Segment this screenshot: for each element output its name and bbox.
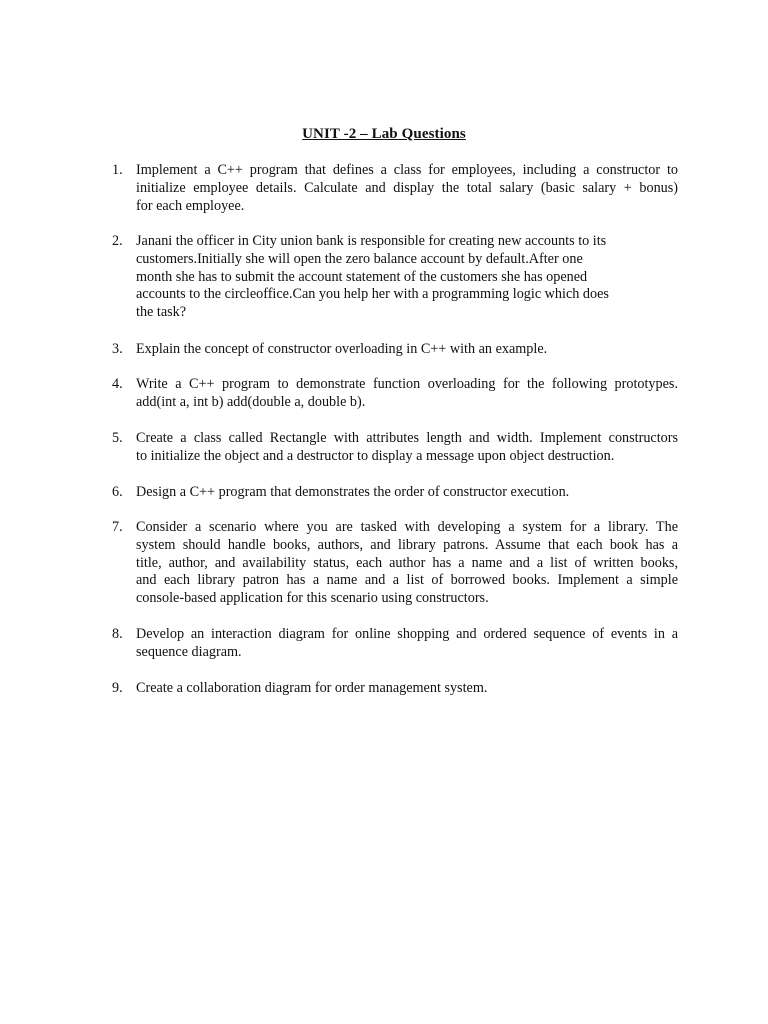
question-text — [136, 680, 678, 698]
question-item-5 — [112, 430, 678, 466]
question-number: 7. — [112, 519, 123, 535]
question-line: the task? — [136, 304, 187, 321]
question-text — [136, 484, 678, 502]
question-line: Develop an interaction diagram for online shopping and ordered sequence of events in a — [136, 626, 678, 642]
question-line: Design a C++ program that demonstrates the order of constructor execution. — [136, 484, 570, 500]
question-item-2 — [112, 233, 678, 322]
question-line: console-based application for this scenario using constructors. — [136, 590, 489, 607]
question-line: sequence diagram. — [136, 643, 242, 660]
question-line: Implement a C++ program that defines a class for employees, including a constructor to — [136, 162, 678, 178]
question-line: title, author, and availability status, each author has a name and a list of written books, — [136, 554, 678, 571]
question-line: Consider a scenario where you are tasked with developing a system for a library. The — [136, 519, 678, 535]
question-number: 1. — [112, 162, 123, 178]
question-line: Janani the officer in City union bank is responsible for creating new accounts to its — [136, 233, 607, 249]
question-line: initialize employee details. Calculate and display the total salary (basic salary + bonus) — [136, 179, 678, 196]
page-title: UNIT -2 – Lab Questions — [302, 126, 466, 142]
question-item-7 — [112, 519, 678, 608]
question-item-9 — [112, 680, 678, 698]
question-line: to initialize the object and a destructor to display a message upon object destruction. — [136, 447, 615, 464]
question-item-1 — [112, 162, 678, 215]
question-line: month she has to submit the account statement of the customers she has opened — [136, 268, 588, 285]
question-item-3 — [112, 341, 678, 359]
question-text — [136, 233, 656, 322]
question-text — [136, 376, 678, 412]
question-number: 3. — [112, 341, 123, 357]
question-line: system should handle books, authors, and library patrons. Assume that each book has a — [136, 536, 678, 553]
question-text — [136, 519, 678, 608]
question-line: and each library patron has a name and a list of borrowed books. Implement a simple — [136, 572, 678, 589]
question-number: 2. — [112, 233, 123, 249]
question-line: add(int a, int b) add(double a, double b). — [136, 393, 366, 410]
question-line: Create a collaboration diagram for order management system. — [136, 680, 488, 696]
question-number: 8. — [112, 626, 123, 642]
question-text — [136, 341, 678, 359]
question-text — [136, 430, 678, 466]
question-line: for each employee. — [136, 197, 245, 214]
question-number: 5. — [112, 430, 123, 446]
question-number: 9. — [112, 680, 123, 696]
question-number: 4. — [112, 376, 123, 392]
question-item-4 — [112, 376, 678, 412]
question-item-8 — [112, 626, 678, 662]
question-number: 6. — [112, 484, 123, 500]
question-item-6 — [112, 484, 678, 502]
question-line: Write a C++ program to demonstrate function overloading for the following prototypes. — [136, 376, 678, 392]
question-text — [136, 626, 678, 662]
question-text — [136, 162, 678, 215]
question-line: customers.Initially she will open the zero balance account by default.After one — [136, 250, 583, 267]
question-line: accounts to the circleoffice.Can you help her with a programming logic which does — [136, 286, 609, 303]
question-line: Create a class called Rectangle with attributes length and width. Implement constructors — [136, 430, 678, 446]
question-line: Explain the concept of constructor overloading in C++ with an example. — [136, 341, 548, 357]
